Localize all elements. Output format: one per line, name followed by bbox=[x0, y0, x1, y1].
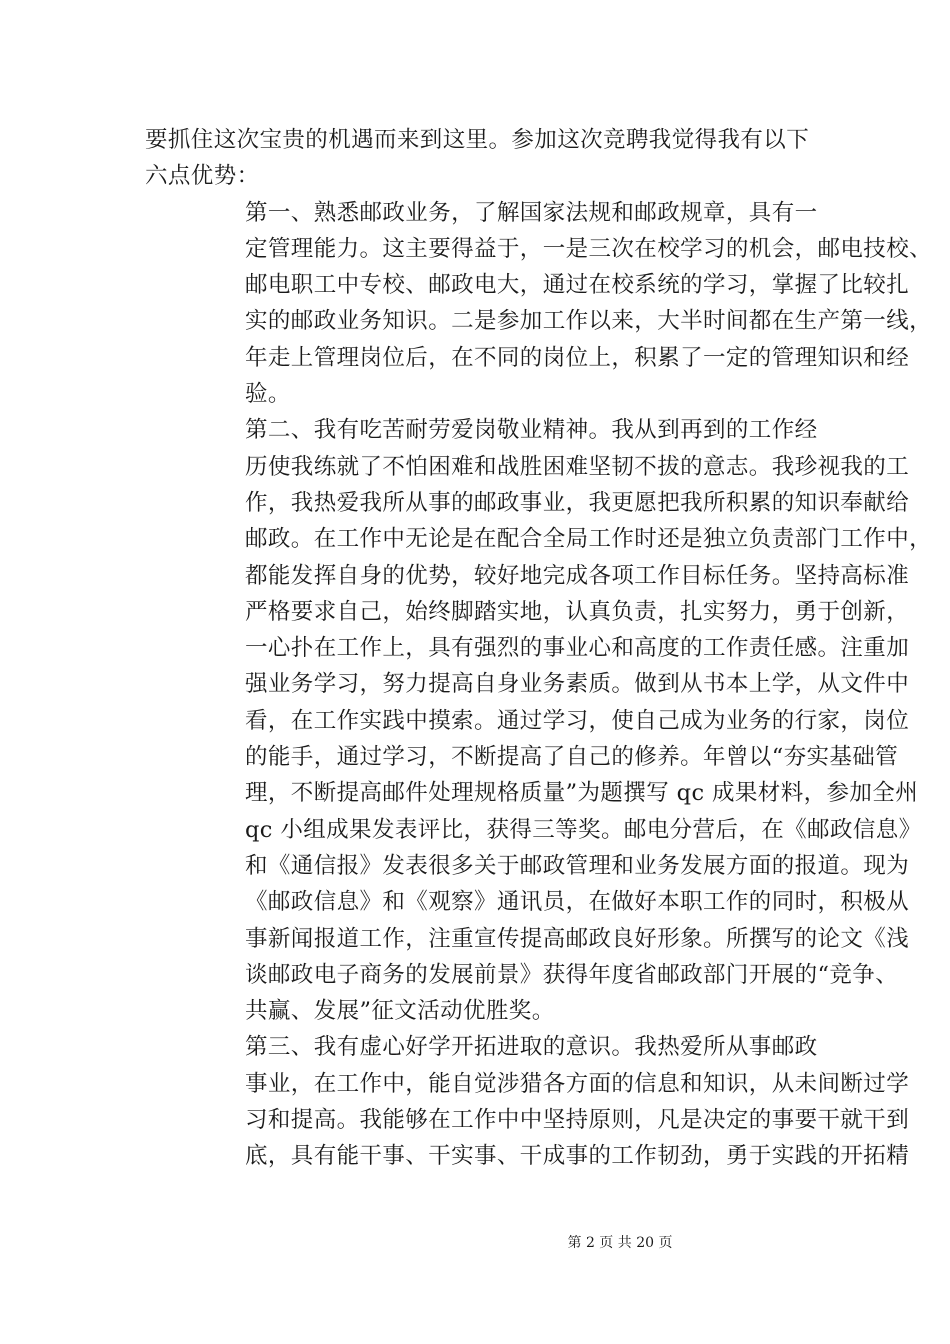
text-line: qc 小组成果发表评比，获得三等奖。邮电分营后，在《邮政信息》 bbox=[245, 816, 922, 843]
text-line: 定管理能力。这主要得益于，一是三次在校学习的机会，邮电技校、 bbox=[245, 235, 933, 262]
text-line: 强业务学习，努力提高自身业务素质。做到从书本上学，从文件中 bbox=[245, 671, 910, 698]
text-line: 都能发挥自身的优势，较好地完成各项工作目标任务。坚持高标准 bbox=[245, 562, 910, 589]
text-line: 年走上管理岗位后，在不同的岗位上，积累了一定的管理知识和经 bbox=[245, 344, 910, 371]
text-line: 习和提高。我能够在工作中中坚持原则，凡是决定的事要干就干到 bbox=[245, 1107, 910, 1134]
paragraph bbox=[145, 412, 933, 1029]
text-line: 邮电职工中专校、邮政电大，通过在校系统的学习，掌握了比较扎 bbox=[245, 272, 910, 299]
text-line: 《邮政信息》和《观察》通讯员，在做好本职工作的同时，积极从 bbox=[245, 889, 910, 916]
paragraph bbox=[145, 1029, 910, 1174]
text-line: 看，在工作实践中摸索。通过学习，使自己成为业务的行家，岗位 bbox=[245, 707, 910, 734]
text-line: 验。 bbox=[245, 381, 291, 408]
page-number: 第 2 页 共 20 页 bbox=[567, 1235, 673, 1251]
text-line: 谈邮政电子商务的发展前景》获得年度省邮政部门开展的“竞争、 bbox=[245, 961, 899, 988]
text-line: 作，我热爱我所从事的邮政事业，我更愿把我所积累的知识奉献给 bbox=[245, 489, 910, 516]
text-line: 事业，在工作中，能自觉涉猎各方面的信息和知识，从未间断过学 bbox=[245, 1070, 910, 1097]
text-line: 共赢、发展”征文活动优胜奖。 bbox=[245, 998, 555, 1025]
text-line: 第三、我有虚心好学开拓进取的意识。我热爱所从事邮政 bbox=[245, 1034, 818, 1061]
text-line: 一心扑在工作上，具有强烈的事业心和高度的工作责任感。注重加 bbox=[245, 635, 910, 662]
text-line: 六点优势： bbox=[145, 163, 260, 190]
text-line: 邮政。在工作中无论是在配合全局工作时还是独立负责部门工作中， bbox=[245, 526, 933, 553]
text-line: 严格要求自己，始终脚踏实地，认真负责，扎实努力，勇于创新， bbox=[245, 598, 910, 625]
text-line: 历使我练就了不怕困难和战胜困难坚韧不拔的意志。我珍视我的工 bbox=[245, 453, 910, 480]
paragraph bbox=[145, 195, 933, 413]
text-line: 底，具有能干事、干实事、干成事的工作韧劲，勇于实践的开拓精 bbox=[245, 1143, 910, 1170]
text-line: 的能手，通过学习，不断提高了自己的修养。年曾以“夯实基础管 bbox=[245, 744, 899, 771]
text-line: 第二、我有吃苦耐劳爱岗敬业精神。我从到再到的工作经 bbox=[245, 417, 818, 444]
text-line: 要抓住这次宝贵的机遇而来到这里。参加这次竞聘我觉得我有以下 bbox=[145, 127, 810, 153]
text-line: 第一、熟悉邮政业务，了解国家法规和邮政规章，具有一 bbox=[245, 199, 818, 226]
document-body bbox=[145, 122, 933, 1175]
text-line: 理，不断提高邮件处理规格质量”为题撰写 qc 成果材料，参加全州 bbox=[245, 780, 919, 807]
text-line: 和《通信报》发表很多关于邮政管理和业务发展方面的报道。现为 bbox=[245, 852, 910, 879]
text-line: 实的邮政业务知识。二是参加工作以来，大半时间都在生产第一线， bbox=[245, 308, 933, 335]
paragraph bbox=[145, 122, 810, 195]
text-line: 事新闻报道工作，注重宣传提高邮政良好形象。所撰写的论文《浅 bbox=[245, 925, 910, 952]
